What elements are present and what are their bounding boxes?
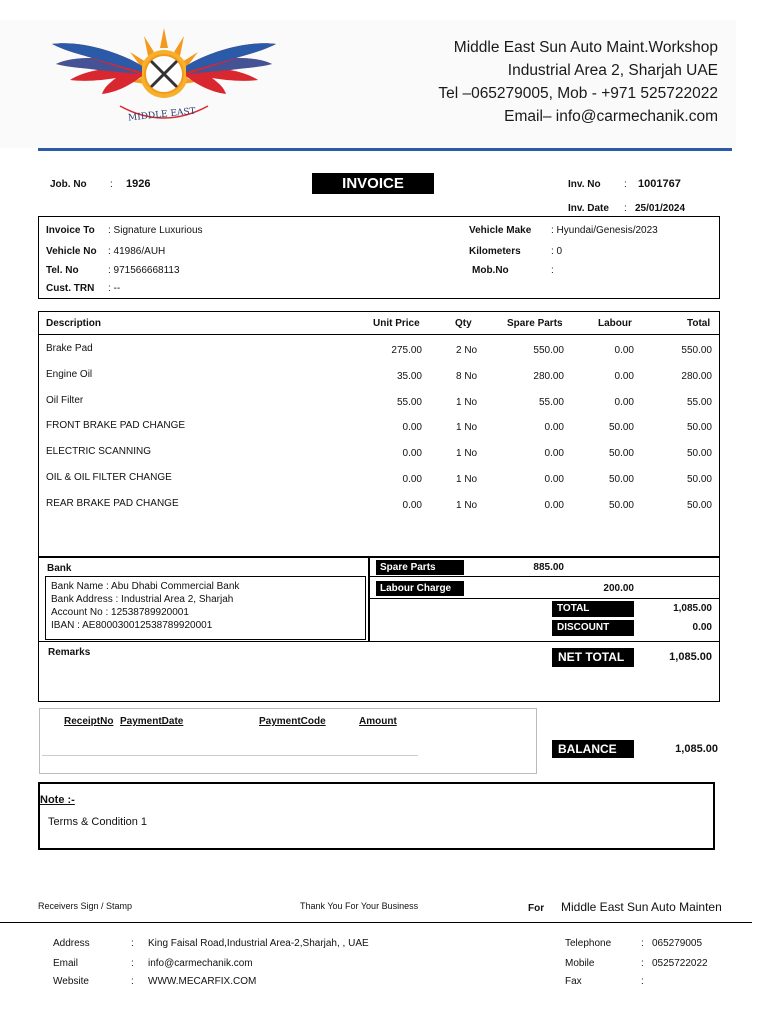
- tel-no-label: Tel. No: [46, 265, 79, 276]
- item-unit-price: 275.00: [391, 345, 422, 356]
- col-unit-price: Unit Price: [373, 318, 420, 329]
- item-description: ELECTRIC SCANNING: [46, 446, 152, 458]
- labour-charge-tag: Labour Charge: [376, 581, 464, 596]
- mob-no-label: Mob.No: [472, 265, 509, 276]
- net-total-tag: NET TOTAL: [552, 648, 634, 667]
- col-spare-parts: Spare Parts: [507, 318, 563, 329]
- item-spare-parts: 0.00: [544, 448, 564, 460]
- item-unit-price: 0.00: [402, 422, 422, 434]
- item-total: 50.00: [686, 448, 712, 460]
- invoice-title: [312, 173, 434, 194]
- item-total: 55.00: [686, 396, 712, 408]
- item-spare-parts: 550.00: [533, 345, 564, 356]
- item-labour: 0.00: [614, 370, 634, 382]
- col-description: Description: [46, 318, 102, 329]
- discount-tag: DISCOUNT: [552, 620, 634, 636]
- remarks-label: Remarks: [48, 647, 91, 658]
- item-total: 280.00: [681, 370, 712, 382]
- item-labour: 50.00: [608, 474, 634, 485]
- item-spare-parts: 280.00: [533, 370, 564, 382]
- bank-address: Bank Address : Industrial Area 2, Sharjah: [51, 594, 234, 605]
- note-title: Note :-: [40, 794, 75, 806]
- bank-iban: IBAN : AE800030012538789920001: [51, 620, 213, 631]
- footer-address-value: King Faisal Road,Industrial Area-2,Sharjah, , UAE: [148, 938, 369, 949]
- items-header-rule: [38, 334, 720, 335]
- inv-date-value: 25/01/2024: [635, 203, 686, 214]
- company-name: Middle East Sun Auto Maint.Workshop: [453, 39, 718, 56]
- summary-rule-2: [370, 598, 720, 599]
- job-no-label: Job. No: [50, 179, 87, 190]
- vehicle-make-label: Vehicle Make: [469, 225, 532, 236]
- footer-rule: [0, 922, 752, 923]
- item-labour: 0.00: [614, 396, 634, 408]
- inv-no-label: Inv. No: [568, 179, 601, 190]
- footer-email-value: info@carmechanik.com: [148, 958, 253, 969]
- footer-mobile-label: Mobile: [565, 958, 595, 969]
- col-total: Total: [687, 318, 711, 329]
- for-label: For: [528, 903, 545, 914]
- item-qty: 8 No: [456, 370, 478, 382]
- item-spare-parts: 0.00: [544, 499, 564, 511]
- footer-email-colon: :: [131, 958, 134, 969]
- col-labour: Labour: [598, 318, 632, 329]
- item-labour: 50.00: [608, 499, 634, 511]
- labour-charge-total: 200.00: [603, 583, 634, 594]
- bank-account: Account No : 12538789920001: [51, 607, 189, 618]
- summary-rule-1: [370, 576, 720, 577]
- job-no-value: 1926: [126, 178, 151, 190]
- note-text: Terms & Condition 1: [48, 816, 148, 828]
- logo-text: MIDDLE EAST: [127, 106, 197, 124]
- bank-name: Bank Name : Abu Dhabi Commercial Bank: [51, 581, 240, 592]
- net-total-value: 1,085.00: [669, 651, 712, 663]
- item-description: Oil Filter: [46, 394, 84, 406]
- spare-parts-total: 885.00: [533, 562, 564, 573]
- summary-rule-3: [38, 641, 720, 642]
- footer-telephone-colon: :: [641, 938, 644, 949]
- col-qty: Qty: [455, 318, 472, 329]
- item-description: Engine Oil: [46, 368, 93, 380]
- item-labour: 50.00: [608, 448, 634, 460]
- item-unit-price: 0.00: [402, 448, 422, 460]
- receipts-rule: [42, 755, 418, 756]
- cust-trn-value: : --: [108, 283, 121, 294]
- for-company: Middle East Sun Auto Mainten: [561, 900, 722, 914]
- footer-address-label: Address: [53, 938, 90, 949]
- kilometers-label: Kilometers: [469, 246, 521, 257]
- item-qty: 1 No: [456, 396, 478, 408]
- inv-date-label: Inv. Date: [568, 203, 609, 214]
- payment-code-header: PaymentCode: [259, 716, 326, 727]
- footer-email-label: Email: [53, 958, 79, 969]
- footer-fax-colon: :: [641, 976, 644, 987]
- item-total: 50.00: [686, 474, 712, 485]
- item-unit-price: 0.00: [402, 474, 422, 485]
- bank-title: Bank: [47, 563, 72, 574]
- item-labour: 50.00: [608, 422, 634, 434]
- item-unit-price: 0.00: [402, 499, 422, 511]
- footer-mobile-value: 0525722022: [652, 958, 708, 969]
- header-rule: [38, 148, 732, 151]
- item-total: 50.00: [686, 499, 712, 511]
- item-total: 550.00: [681, 345, 712, 356]
- item-unit-price: 35.00: [396, 370, 422, 382]
- item-qty: 1 No: [456, 474, 478, 485]
- thank-you: Thank You For Your Business: [300, 901, 419, 911]
- balance-value: 1,085.00: [675, 743, 718, 755]
- item-unit-price: 55.00: [396, 396, 422, 408]
- item-spare-parts: 0.00: [544, 474, 564, 485]
- item-description: REAR BRAKE PAD CHANGE: [46, 497, 179, 509]
- company-address: Industrial Area 2, Sharjah UAE: [507, 62, 718, 79]
- vehicle-no-label: Vehicle No: [46, 246, 97, 257]
- item-qty: 1 No: [456, 499, 478, 511]
- vehicle-make-value: : Hyundai/Genesis/2023: [551, 225, 658, 236]
- receipt-no-header: ReceiptNo: [64, 716, 114, 727]
- item-qty: 1 No: [456, 448, 478, 460]
- footer-website-colon: :: [131, 976, 134, 987]
- inv-no-value: 1001767: [638, 178, 681, 190]
- footer-telephone-value: 065279005: [652, 938, 703, 949]
- footer-website-label: Website: [53, 976, 89, 987]
- invoice-title-text: INVOICE: [342, 175, 404, 192]
- item-description: FRONT BRAKE PAD CHANGE: [46, 420, 186, 432]
- receivers-sign: Receivers Sign / Stamp: [38, 901, 133, 911]
- discount-value: 0.00: [692, 622, 712, 633]
- total-value: 1,085.00: [673, 603, 712, 614]
- company-logo: [50, 22, 278, 134]
- vehicle-no-value: : 41986/AUH: [108, 246, 166, 257]
- mob-no-value: :: [551, 265, 554, 276]
- total-tag: TOTAL: [552, 601, 634, 617]
- company-phones: Tel –065279005, Mob - +971 525722022: [438, 85, 718, 102]
- item-spare-parts: 55.00: [538, 396, 564, 408]
- spare-parts-tag: Spare Parts: [376, 560, 464, 575]
- tel-no-value: : 971566668113: [108, 265, 180, 276]
- inv-date-colon: :: [624, 203, 627, 214]
- item-description: OIL & OIL FILTER CHANGE: [46, 472, 172, 483]
- cust-trn-label: Cust. TRN: [46, 283, 95, 294]
- balance-tag: BALANCE: [552, 740, 634, 758]
- item-qty: 1 No: [456, 422, 478, 434]
- job-no-colon: :: [110, 179, 113, 190]
- footer-website-value: WWW.MECARFIX.COM: [148, 976, 257, 987]
- footer-address-colon: :: [131, 938, 134, 949]
- inv-no-colon: :: [624, 179, 627, 190]
- item-description: Brake Pad: [46, 343, 93, 354]
- item-qty: 2 No: [456, 345, 478, 356]
- item-total: 50.00: [686, 422, 712, 434]
- footer-fax-label: Fax: [565, 976, 582, 987]
- item-labour: 0.00: [614, 345, 634, 356]
- company-info: [438, 36, 718, 128]
- summary-divider: [368, 557, 370, 642]
- item-spare-parts: 0.00: [544, 422, 564, 434]
- footer-mobile-colon: :: [641, 958, 644, 969]
- kilometers-value: : 0: [551, 246, 563, 257]
- amount-header: Amount: [359, 716, 397, 727]
- company-email: Email– info@carmechanik.com: [504, 108, 718, 125]
- invoice-to-value: : Signature Luxurious: [108, 225, 203, 236]
- payment-date-header: PaymentDate: [120, 716, 184, 727]
- invoice-to-label: Invoice To: [46, 225, 95, 236]
- footer-telephone-label: Telephone: [565, 938, 612, 949]
